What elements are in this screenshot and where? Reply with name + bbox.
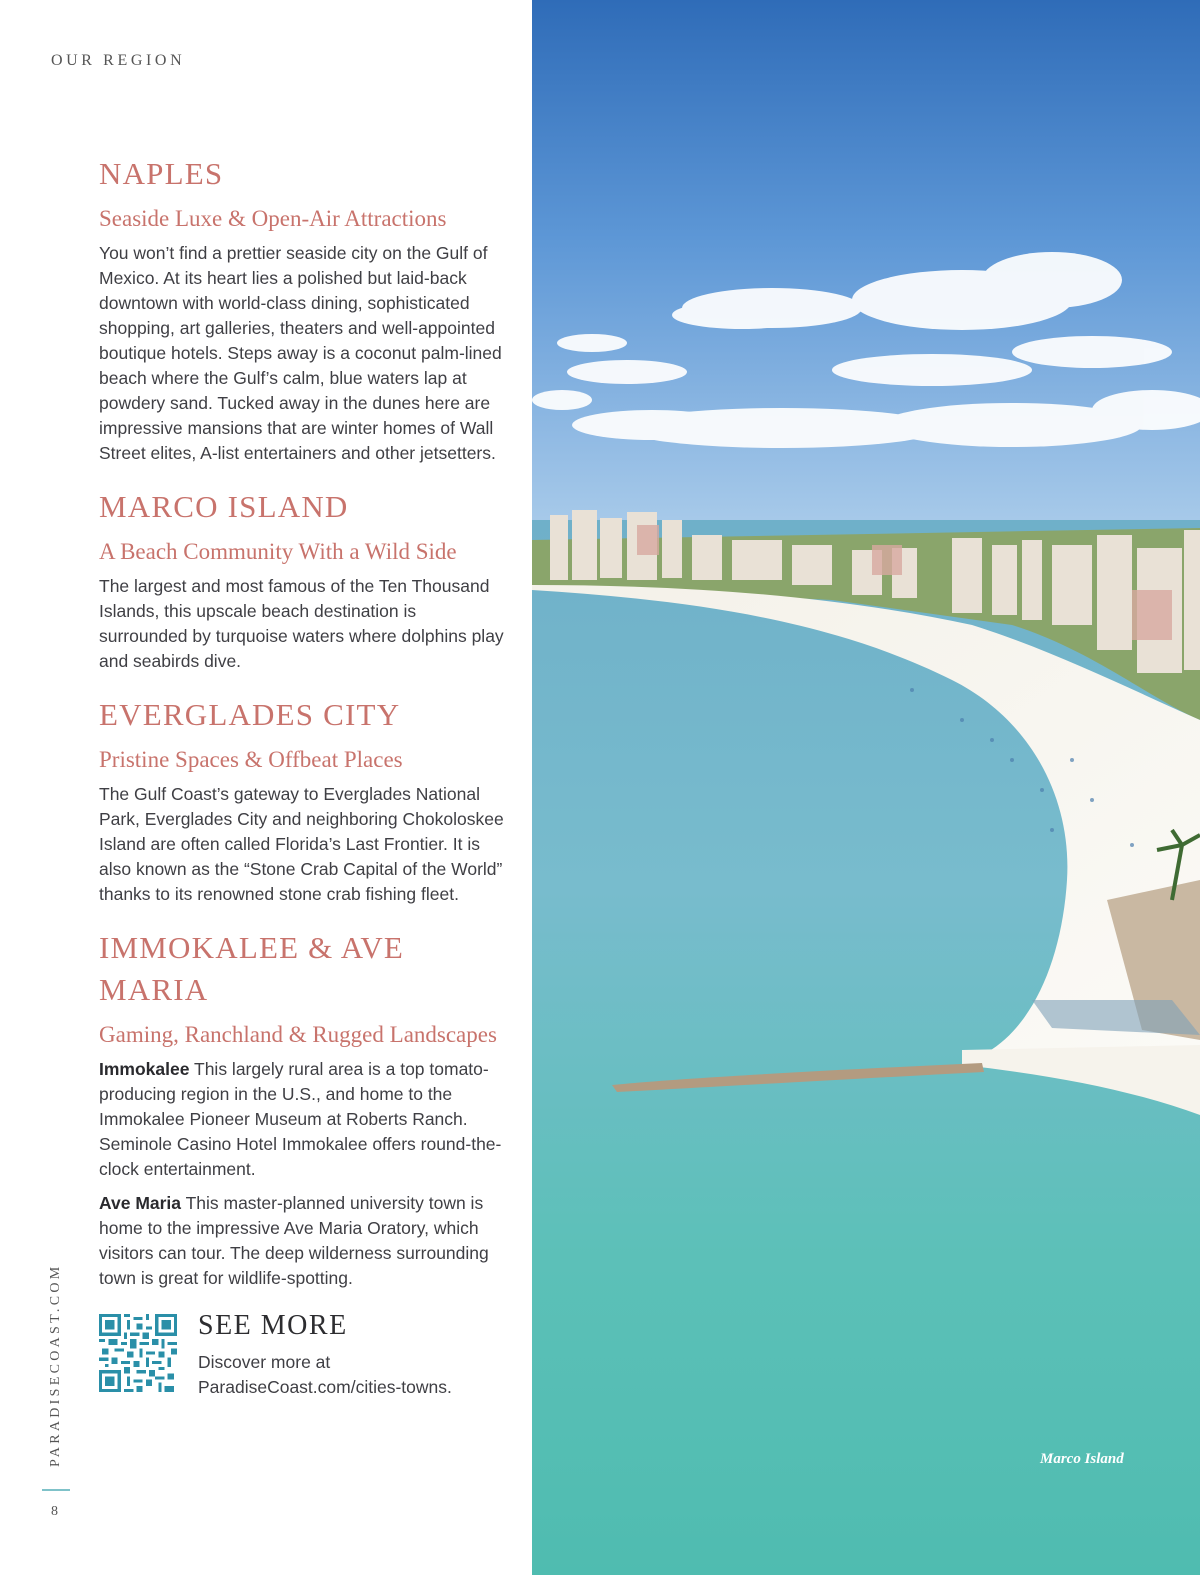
qr-code-icon[interactable]	[99, 1314, 177, 1392]
section-title: EVERGLADES CITY	[99, 697, 401, 732]
page-number-rule	[42, 1489, 70, 1491]
section-kicker: OUR REGION	[51, 52, 186, 69]
paragraph-text: This master-planned university town is home to the impressive Ave Maria Oratory, which visitors can tour. The deep wilderness surrounding town is great for wildlife-spotting.	[99, 1193, 489, 1288]
section-subtitle: A Beach Community With a Wild Side	[99, 539, 457, 564]
section-title: NAPLES	[99, 156, 224, 191]
see-more-block	[99, 1310, 519, 1400]
section-subtitle: Pristine Spaces & Offbeat Places	[99, 747, 403, 772]
paragraph-lead: Ave Maria	[99, 1193, 182, 1213]
see-more-link[interactable]: Discover more at ParadiseCoast.com/cities-towns.	[198, 1352, 452, 1397]
section-title: MARCO ISLAND	[99, 489, 349, 524]
site-url-vertical: PARADISECOAST.COM	[48, 1263, 63, 1467]
section-everglades-city	[99, 694, 504, 907]
text-column	[0, 0, 532, 1575]
article-content	[99, 153, 504, 1311]
section-body: The largest and most famous of the Ten Thousand Islands, this upscale beach destination is surrounded by turquoise waters where dolphins play and seabirds dive.	[99, 576, 504, 671]
marco-island-photo	[532, 0, 1200, 1575]
paragraph-lead: Immokalee	[99, 1059, 190, 1079]
section-title: IMMOKALEE & AVE MARIA	[99, 930, 405, 1007]
section-marco-island	[99, 486, 504, 674]
photo-caption: Marco Island	[1040, 1451, 1124, 1467]
section-immokalee-ave-maria	[99, 927, 504, 1291]
see-more-title: SEE MORE	[198, 1310, 348, 1341]
section-body: The Gulf Coast’s gateway to Everglades National Park, Everglades City and neighboring Chokoloskee Island are often called Florida’s Last Frontier. It is also known as the “Stone Crab Capital of the World” thanks to its renowned stone crab fishing fleet.	[99, 784, 504, 904]
section-subtitle: Seaside Luxe & Open-Air Attractions	[99, 206, 447, 231]
page-number: 8	[51, 1504, 58, 1519]
section-subtitle: Gaming, Ranchland & Rugged Landscapes	[99, 1022, 497, 1047]
section-body: You won’t find a prettier seaside city on the Gulf of Mexico. At its heart lies a polished but laid-back downtown with world-class dining, sophisticated shopping, art galleries, theaters and well-appointed boutique hotels. Steps away is a coconut palm-lined beach where the Gulf’s calm, blue waters lap at powdery sand. Tucked away in the dunes here are impressive mansions that are winter homes of Wall Street elites, A-list entertainers and other jetsetters.	[99, 243, 502, 463]
immokalee-paragraph	[99, 1057, 504, 1182]
section-naples	[99, 153, 504, 466]
ave-maria-paragraph	[99, 1191, 504, 1291]
paragraph-text: This largely rural area is a top tomato-producing region in the U.S., and home to the Immokalee Pioneer Museum at Roberts Ranch. Seminole Casino Hotel Immokalee offers round-the-clock entertainment.	[99, 1059, 502, 1179]
